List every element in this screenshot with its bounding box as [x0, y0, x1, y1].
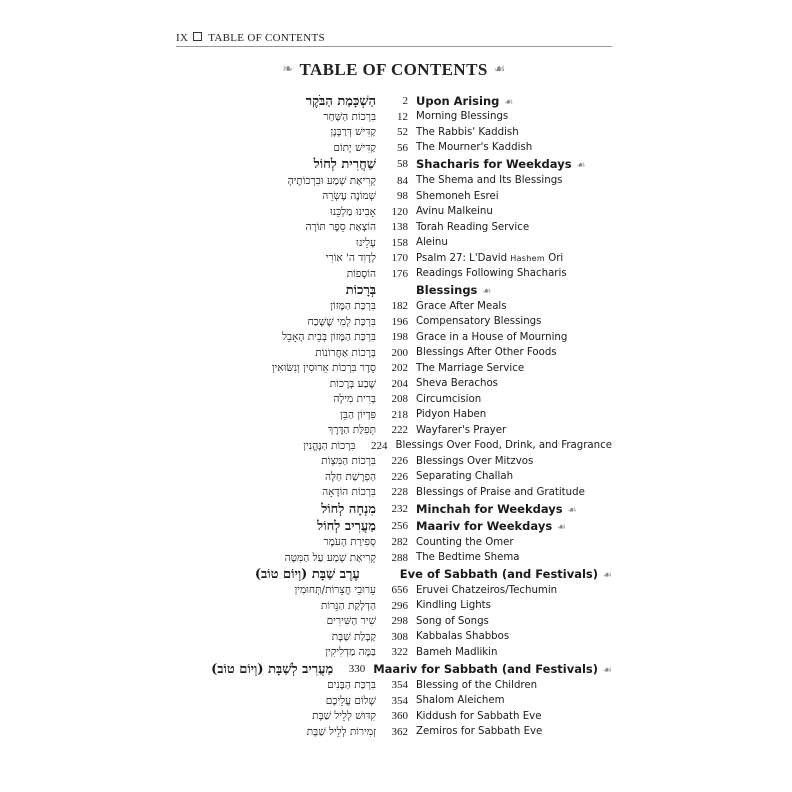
toc-entry-row	[176, 250, 612, 266]
page-ref: 218	[391, 408, 408, 421]
hebrew-title	[176, 93, 376, 109]
english-title-text: Torah Reading Service	[416, 221, 530, 233]
english-title-text: Zemiros for Sabbath Eve	[416, 726, 543, 738]
toc-entry-row	[176, 361, 612, 377]
toc-entry-row	[176, 173, 612, 189]
toc-entry-row	[176, 376, 612, 392]
page-ref: 98	[397, 190, 408, 203]
toc-entry-row	[176, 677, 612, 693]
english-title-text: Aleinu	[416, 237, 448, 249]
english-title-text: Blessing of the Children	[416, 679, 538, 691]
hebrew-title-text: שַׁחֲרִית לְחוֹל	[313, 157, 376, 173]
english-title-text: The Rabbis' Kaddish	[416, 126, 519, 138]
hebrew-title: בִּרְכַּת הַמָּזוֹן	[330, 300, 376, 313]
hebrew-title: סְפִירַת הָעֹמֶר	[323, 536, 376, 549]
english-title-text: Eruvei Chatzeiros/Techumin	[416, 584, 558, 596]
hebrew-title	[176, 518, 376, 534]
english-title	[408, 237, 612, 248]
section-flourish-icon: ☙	[603, 570, 612, 582]
hebrew-title-text: מִנְחָה לְחוֹל	[321, 501, 376, 517]
page-ref: 354	[391, 694, 408, 707]
section-flourish-icon: ☙	[603, 664, 612, 676]
english-title	[408, 487, 612, 498]
section-flourish-icon: ☙	[482, 285, 492, 297]
english-title	[408, 631, 612, 642]
page-ref: 354	[391, 679, 408, 692]
english-title-text: Grace After Meals	[416, 300, 507, 312]
hebrew-title: הוֹסָפוֹת	[346, 267, 376, 280]
english-title	[408, 616, 612, 627]
toc-entry-row	[176, 708, 612, 724]
english-title	[408, 552, 612, 563]
hebrew-title: בְּרָכוֹת אַחֲרוֹנוֹת	[315, 346, 376, 359]
toc-section-row	[176, 156, 612, 173]
toc-entry-row	[176, 345, 612, 361]
english-title	[408, 726, 612, 737]
hebrew-title: בִּרְכוֹת הוֹדָאָה	[322, 486, 376, 499]
page-ref: 224	[370, 439, 388, 452]
hebrew-title: בִּרְכוֹת הַמִּצְוֹת	[321, 455, 376, 468]
toc-entry-row	[176, 392, 612, 408]
hebrew-title: הַדְלָקַת הַנֵּרוֹת	[320, 599, 376, 612]
page-ref: 228	[391, 486, 408, 499]
page-ref: 138	[391, 221, 408, 234]
toc-section-row	[176, 92, 612, 109]
english-title-text: Circumcision	[416, 393, 482, 405]
page-ref: 202	[391, 362, 408, 375]
english-title	[408, 206, 612, 217]
hebrew-title: קְרִיאַת שְׁמַע וּבִרְכוֹתֶיהָ	[287, 174, 376, 187]
hebrew-title	[176, 156, 376, 172]
hebrew-title: שָׁלוֹם עֲלֵיכֶם	[325, 694, 376, 707]
toc-entry-row	[176, 299, 612, 315]
page-number: IX	[176, 32, 189, 44]
english-title-text: Kindling Lights	[416, 600, 491, 612]
page-ref: 170	[391, 252, 408, 265]
running-header	[176, 32, 612, 44]
toc-entry-row	[176, 219, 612, 235]
toc-entry-row	[176, 614, 612, 630]
hebrew-title: קַבָּלַת שַׁבָּת	[331, 630, 376, 643]
page-ref: 198	[391, 331, 408, 344]
english-title-text: Blessings Over Food, Drink, and Fragrance	[395, 440, 612, 452]
english-title-text: Wayfarer's Prayer	[416, 424, 507, 436]
page-ref: 362	[391, 725, 408, 738]
hebrew-title	[176, 661, 333, 677]
page-ref: 204	[391, 377, 408, 390]
english-title	[408, 537, 612, 548]
toc-entry-row	[176, 407, 612, 423]
section-flourish-icon: ☙	[557, 521, 567, 533]
english-title-text: Morning Blessings	[416, 111, 509, 123]
hebrew-title: קַדִּישׁ יָתוֹם	[333, 141, 376, 154]
flourish-right-icon: ☙	[493, 61, 506, 76]
hebrew-title: קִדּוּשׁ לְלֵיל שַׁבָּת	[312, 710, 376, 723]
page-ref: 200	[391, 346, 408, 359]
english-title-text: Shacharis for Weekdays	[416, 157, 572, 172]
english-title-text: Shemoneh Esrei	[416, 190, 499, 202]
english-title-text: Blessings Over Mitzvos	[416, 455, 534, 467]
english-title	[408, 347, 612, 358]
hebrew-title: שֶׁבַע בְּרָכוֹת	[329, 377, 376, 390]
toc-section-row	[176, 500, 612, 517]
hebrew-title: קַדִּישׁ דְּרַבָּנָן	[330, 126, 376, 139]
english-title	[408, 471, 612, 482]
page-ref: 12	[397, 110, 408, 123]
hebrew-title: שִׁיר הַשִּׁירִים	[326, 615, 376, 628]
english-title-text: Kiddush for Sabbath Eve	[416, 710, 542, 722]
toc-section-row	[176, 660, 612, 677]
hebrew-title: תְּפִלַּת הַדֶּרֶךְ	[328, 424, 376, 437]
page-ref: 196	[391, 315, 408, 328]
english-title-text: Maariv for Weekdays	[416, 518, 553, 533]
english-title	[408, 332, 612, 343]
page-title-text: TABLE OF CONTENTS	[299, 60, 488, 79]
page-ref: 296	[391, 599, 408, 612]
hebrew-title: בִּרְכוֹת הַשַּׁחַר	[323, 110, 376, 123]
english-title	[408, 268, 612, 279]
hebrew-title: בִּרְכַּת לְמִי שֶׁשָּׁכַח	[307, 315, 376, 328]
page-ref: 226	[391, 455, 408, 468]
toc-entry-row	[176, 485, 612, 501]
page-ref: 2	[402, 94, 408, 107]
english-title	[408, 283, 612, 297]
english-title-text: The Bedtime Shema	[416, 552, 520, 564]
english-title-text: Compensatory Blessings	[416, 316, 542, 328]
english-title-text: Sheva Berachos	[416, 378, 498, 390]
page-title	[176, 60, 612, 80]
english-title	[408, 142, 612, 153]
english-title-part: Psalm 27: L'David	[416, 252, 511, 264]
toc-entry-row	[176, 454, 612, 470]
english-title	[408, 519, 612, 533]
page-ref: 282	[391, 536, 408, 549]
toc-entry-row	[176, 423, 612, 439]
toc-entry-row	[176, 109, 612, 125]
hebrew-title: בַּמֶּה מַדְלִיקִין	[325, 646, 376, 659]
toc-entry-row	[176, 125, 612, 141]
english-title-text: Pidyon Haben	[416, 409, 487, 421]
english-title	[408, 94, 612, 108]
toc-entry-row	[176, 140, 612, 156]
toc-entry-row	[176, 438, 612, 454]
english-title-text: Counting the Omer	[416, 536, 514, 548]
english-title	[408, 695, 612, 706]
toc-entry-row	[176, 693, 612, 709]
english-title	[408, 456, 612, 467]
english-title	[408, 394, 612, 405]
page-ref: 52	[397, 126, 408, 139]
english-title	[387, 440, 612, 451]
hebrew-title: זְמִירוֹת לְלֵיל שַׁבָּת	[306, 725, 376, 738]
english-title-text: Avinu Malkeinu	[416, 206, 493, 218]
hebrew-title: עָלֵינוּ	[356, 236, 376, 249]
page-ref: 182	[391, 300, 408, 313]
english-title-text: Grace in a House of Mourning	[416, 331, 568, 343]
english-title-part: Ori	[544, 252, 564, 264]
english-title	[365, 662, 612, 676]
section-flourish-icon: ☙	[567, 504, 577, 516]
hebrew-title-text: מַעֲרִיב לְחוֹל	[317, 518, 376, 534]
running-title: TABLE OF CONTENTS	[208, 32, 325, 44]
english-title	[408, 647, 612, 658]
hebrew-title	[176, 501, 376, 517]
page-ref: 58	[397, 158, 408, 171]
page-ref: 158	[391, 236, 408, 249]
english-title	[408, 111, 612, 122]
english-title-text: Blessings	[416, 282, 478, 297]
hebrew-title-text: מַעֲרִיב לְשַׁבָּת (וְיוֹם טוֹב)	[211, 661, 334, 677]
page-ref: 84	[397, 174, 408, 187]
english-title-text: The Mourner's Kaddish	[416, 142, 533, 154]
toc-section-row	[176, 281, 612, 298]
toc-entry-row	[176, 330, 612, 346]
page-ref: 308	[391, 630, 408, 643]
english-title	[408, 316, 612, 327]
hebrew-title: בִּרְכַּת הַבָּנִים	[327, 679, 376, 692]
hebrew-title: הוֹצָאַת סֵפֶר תּוֹרָה	[305, 221, 376, 234]
section-flourish-icon: ☙	[576, 160, 586, 172]
hebrew-title-text: בְּרָכוֹת	[345, 282, 376, 298]
toc-entry-row	[176, 204, 612, 220]
toc-entry-row	[176, 598, 612, 614]
english-title	[408, 363, 612, 374]
hebrew-title-text: הַשְׁכָּמַת הַבֹּקֶר	[305, 93, 376, 109]
page-ref: 256	[391, 519, 408, 532]
hebrew-title: לְדָוִד ה' אוֹרִי	[325, 252, 376, 265]
hebrew-title-text: עֶרֶב שַׁבָּת (וְיוֹם טוֹב)	[254, 567, 360, 583]
english-title	[408, 711, 612, 722]
page-ref: 656	[391, 584, 408, 597]
english-title	[408, 378, 612, 389]
toc-entry-row	[176, 314, 612, 330]
english-title-text: Minchah for Weekdays	[416, 501, 563, 516]
english-title	[408, 502, 612, 516]
hebrew-title	[176, 566, 360, 582]
hebrew-title	[176, 282, 376, 298]
page-ref: 208	[391, 393, 408, 406]
hebrew-title: בִּרְכַּת הַמָּזוֹן בְּבֵית הָאָבֵל	[282, 331, 376, 344]
toc-entry-row	[176, 534, 612, 550]
english-title-text: Separating Challah	[416, 471, 514, 483]
english-title-text: Shalom Aleichem	[416, 695, 505, 707]
toc-entry-row	[176, 188, 612, 204]
english-title-text: The Shema and Its Blessings	[416, 175, 563, 187]
english-title-text: Kabbalas Shabbos	[416, 631, 510, 643]
toc-entry-row	[176, 469, 612, 485]
english-title-text: Upon Arising	[416, 93, 500, 108]
hebrew-title: סֵדֶר בִּרְכוֹת אֵרוּסִין וְנִשּׂוּאִין	[271, 362, 376, 375]
english-title-text: Song of Songs	[416, 615, 489, 627]
hebrew-title: בִּרְכוֹת הַנֶּהֱנִין	[303, 439, 356, 452]
english-title	[408, 253, 612, 264]
square-ornament-icon	[193, 32, 202, 41]
toc-entry-row	[176, 235, 612, 251]
english-title	[408, 600, 612, 611]
hebrew-title: שְׁמוֹנֶה עֶשְׂרֵה	[322, 190, 376, 203]
english-title	[408, 175, 612, 186]
hebrew-title: בְּרִית מִילָה	[333, 393, 376, 406]
page-ref: 226	[391, 470, 408, 483]
english-title-text: Blessings After Other Foods	[416, 347, 557, 359]
hebrew-title: הַפְרָשַׁת חַלָּה	[324, 470, 376, 483]
english-title	[408, 425, 612, 436]
page-ref: 176	[391, 267, 408, 280]
page-ref: 222	[391, 424, 408, 437]
page-ref: 360	[391, 710, 408, 723]
toc-entry-row	[176, 629, 612, 645]
english-title	[408, 680, 612, 691]
toc-list	[176, 92, 612, 739]
page-ref: 120	[391, 205, 408, 218]
toc-entry-row	[176, 583, 612, 599]
page-ref: 288	[391, 551, 408, 564]
english-title-text: Readings Following Shacharis	[416, 268, 567, 280]
page-ref: 56	[397, 141, 408, 154]
toc-entry-row	[176, 550, 612, 566]
english-title-text: Bameh Madlikin	[416, 646, 498, 658]
english-title-part: Hashem	[510, 253, 545, 263]
page-ref: 322	[391, 646, 408, 659]
english-title-text: Maariv for Sabbath (and Festivals)	[373, 661, 599, 676]
page-ref: 298	[391, 615, 408, 628]
english-title	[408, 222, 612, 233]
hebrew-title: קְרִיאַת שְׁמַע עַל הַמִּטָּה	[284, 551, 376, 564]
section-flourish-icon: ☙	[504, 96, 514, 108]
english-title	[408, 127, 612, 138]
english-title	[408, 191, 612, 202]
header-divider	[176, 46, 612, 47]
toc-entry-row	[176, 724, 612, 740]
page-ref: 232	[391, 502, 408, 515]
toc-entry-row	[176, 645, 612, 661]
flourish-left-icon: ❧	[282, 61, 294, 76]
toc-section-row	[176, 517, 612, 534]
hebrew-title: פִּדְיוֹן הַבֵּן	[340, 408, 376, 421]
toc-entry-row	[176, 266, 612, 282]
english-title	[408, 301, 612, 312]
english-title-text: The Marriage Service	[416, 362, 525, 374]
english-title	[392, 567, 612, 581]
english-title	[408, 585, 612, 596]
english-title	[408, 157, 612, 171]
toc-section-row	[176, 565, 612, 582]
english-title-text: Eve of Sabbath (and Festivals)	[399, 567, 599, 582]
english-title	[408, 409, 612, 420]
page-ref: 330	[348, 662, 366, 675]
english-title-text: Blessings of Praise and Gratitude	[416, 486, 585, 498]
hebrew-title: עֵרוּבֵי חֲצֵרוֹת/תְּחוּמִין	[294, 584, 376, 597]
hebrew-title: אָבִינוּ מַלְכֵּנוּ	[330, 205, 376, 218]
